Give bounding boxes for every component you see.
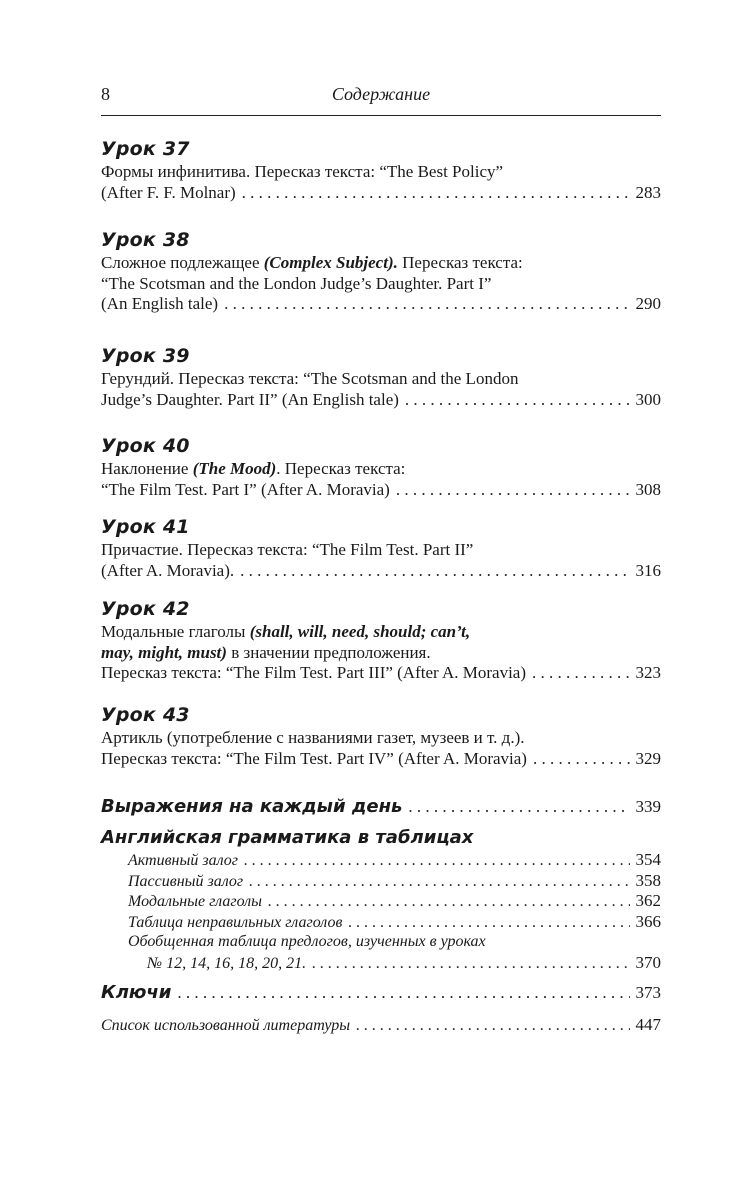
page-ref: 354 <box>635 850 661 869</box>
section-heading: Английская грамматика в таблицах <box>101 827 474 848</box>
lesson-title: Урок 43 <box>101 704 190 726</box>
subentry-label: Пассивный залог <box>128 872 244 890</box>
entry-leader-line <box>101 390 661 411</box>
toc-entry-expressions[interactable] <box>101 794 661 820</box>
subentry-label: Активный залог <box>128 852 238 869</box>
dot-leader <box>242 183 630 204</box>
entry-line: (After A. Moravia). <box>101 560 235 580</box>
page-ref: 308 <box>635 479 661 499</box>
entry-leader-line <box>101 294 661 315</box>
entry-text: . Пересказ текста: <box>276 459 406 478</box>
toc-entry-keys[interactable] <box>101 980 661 1006</box>
entry-line: (An English tale) <box>101 294 219 313</box>
entry-leader-line <box>101 749 661 770</box>
page-ref: 300 <box>635 389 661 409</box>
entry-text: Пересказ текста: <box>397 253 523 272</box>
lesson-title: Урок 39 <box>101 345 190 367</box>
entry-line: Пересказ текста: “The Film Test. Part IV” (After A. Moravia) <box>101 748 527 768</box>
dot-leader <box>348 913 629 934</box>
toc-entry-bibliography[interactable] <box>101 1015 661 1037</box>
toc-subentry-irregular-verbs[interactable] <box>101 912 661 933</box>
toc-entry-lesson-40[interactable] <box>101 433 661 500</box>
page-ref: 373 <box>635 983 661 1002</box>
entry-line: Артикль (употребление с названиями газет, музеев и т. д.). <box>101 728 525 747</box>
subentry-label: Таблица неправильных глаголов <box>128 913 343 931</box>
toc-subentry-modal-verbs[interactable] <box>101 891 661 912</box>
page-number: 8 <box>101 84 110 104</box>
toc-subentry-active-voice[interactable] <box>101 850 661 871</box>
page-ref: 323 <box>635 663 661 682</box>
toc-entry-lesson-41[interactable] <box>101 514 661 581</box>
entry-line <box>101 643 661 664</box>
entry-line: Judge’s Daughter. Part II” (An English tale) <box>101 389 399 409</box>
dot-leader <box>405 390 630 411</box>
toc-entry-lesson-37[interactable] <box>101 136 661 203</box>
page-ref: 316 <box>635 560 661 580</box>
dot-leader <box>177 980 629 1006</box>
grammar-term: may, might, must) <box>101 642 227 662</box>
section-heading: Список использованной литературы <box>101 1017 351 1034</box>
section-heading: Выражения на каждый день <box>101 796 403 817</box>
entry-line: Герундий. Пересказ текста: “The Scotsman and the London <box>101 369 519 388</box>
dot-leader <box>408 794 629 820</box>
entry-leader-line <box>101 561 661 582</box>
entry-line <box>101 459 661 480</box>
entry-line <box>101 253 661 274</box>
page-ref: 447 <box>635 1015 661 1034</box>
subentry-label: № 12, 14, 16, 18, 20, 21. <box>147 954 307 972</box>
page-ref: 366 <box>635 911 661 931</box>
dot-leader <box>312 954 629 975</box>
grammar-term: (shall, will, need, should; can’t, <box>249 622 471 641</box>
entry-leader-line <box>101 480 661 501</box>
dot-leader <box>244 851 630 872</box>
entry-text: Наклонение <box>101 459 193 478</box>
dot-leader <box>356 1016 629 1037</box>
lesson-title: Урок 38 <box>101 229 190 251</box>
entry-text: Сложное подлежащее <box>101 253 264 272</box>
lesson-title: Урок 37 <box>101 138 190 160</box>
entry-line: Причастие. Пересказ текста: “The Film Test. Part II” <box>101 540 474 559</box>
grammar-term: (Complex Subject). <box>263 253 398 272</box>
subentry-label[interactable]: Обобщенная таблица предлогов, изученных в уроках <box>128 933 486 950</box>
entry-leader-line <box>101 980 661 1006</box>
entry-line: Формы инфинитива. Пересказ текста: “The Best Policy” <box>101 162 504 181</box>
dot-leader <box>249 872 629 893</box>
entry-leader-line <box>101 663 661 684</box>
lesson-title: Урок 42 <box>101 598 190 620</box>
entry-line <box>101 622 661 643</box>
page-ref: 290 <box>635 294 661 313</box>
dot-leader <box>533 749 630 770</box>
entry-text: Модальные глаголы <box>101 622 250 641</box>
lesson-title: Урок 40 <box>101 435 190 457</box>
toc-subentry-prepositions[interactable] <box>101 953 661 974</box>
dot-leader <box>396 480 630 501</box>
entry-leader-line <box>101 794 661 820</box>
entry-line: (After F. F. Molnar) <box>101 182 236 202</box>
toc-entry-lesson-42[interactable] <box>101 596 661 684</box>
page-ref: 370 <box>635 952 661 972</box>
entry-text: в значении предположения. <box>226 642 431 662</box>
toc-entry-grammar-tables[interactable] <box>101 826 661 973</box>
lesson-title: Урок 41 <box>101 516 190 538</box>
dot-leader <box>240 561 629 582</box>
grammar-term: (The Mood) <box>192 459 277 478</box>
page-ref: 362 <box>635 891 661 910</box>
entry-line: “The Film Test. Part I” (After A. Moravia) <box>101 479 390 499</box>
toc-entry-lesson-39[interactable] <box>101 343 661 410</box>
entry-line: Пересказ текста: “The Film Test. Part III” (After A. Moravia) <box>101 663 527 682</box>
dot-leader <box>532 663 629 684</box>
section-title: Содержание <box>331 84 431 104</box>
header-rule <box>101 115 661 116</box>
toc-subentry-passive-voice[interactable] <box>101 871 661 892</box>
page-ref: 358 <box>635 870 661 890</box>
entry-leader-line <box>101 1015 661 1037</box>
toc-entry-lesson-38[interactable] <box>101 227 661 315</box>
entry-leader-line <box>101 183 661 204</box>
subentry-label: Модальные глаголы <box>128 893 262 910</box>
section-heading: Ключи <box>101 982 172 1003</box>
dot-leader <box>224 294 629 315</box>
dot-leader <box>268 892 630 913</box>
entry-line: “The Scotsman and the London Judge’s Daughter. Part I” <box>101 273 492 293</box>
page-ref: 283 <box>635 182 661 202</box>
page-ref: 329 <box>635 748 661 768</box>
toc-entry-lesson-43[interactable] <box>101 702 661 769</box>
page-ref: 339 <box>635 797 661 816</box>
running-head <box>101 84 661 114</box>
